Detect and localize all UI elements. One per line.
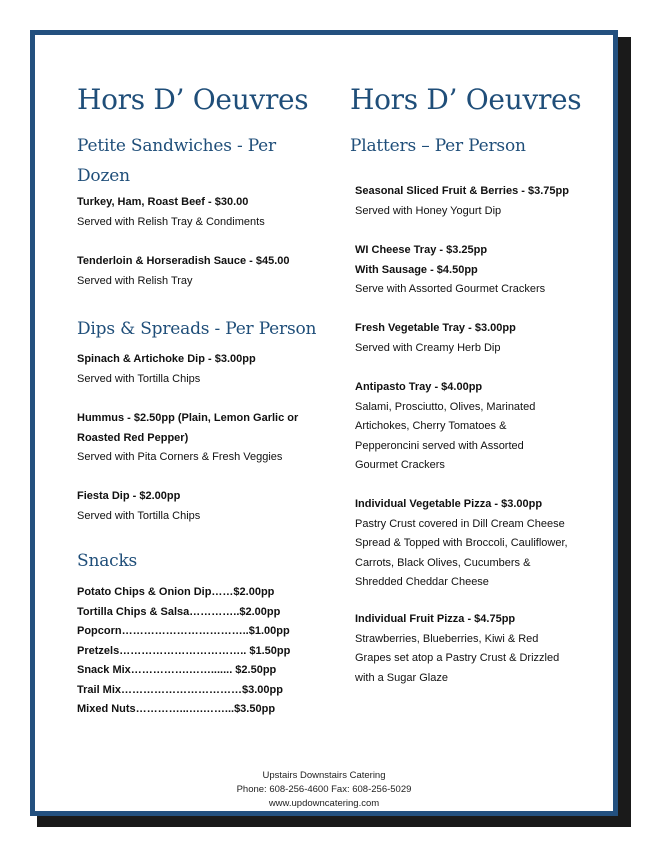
item-description: Pastry Crust covered in Dill Cream Cheese Spread & Topped with Broccoli, Cauliflower, Carrots, Black Olives, Cucumbers & Shredded Cheddar Cheese — [355, 517, 568, 588]
item-description: Served with Tortilla Chips — [77, 372, 201, 385]
item-description: Served with Pita Corners & Fresh Veggies — [77, 451, 283, 463]
item-name: Individual Fruit Pizza - $4.75pp — [355, 613, 516, 625]
item-name: Tenderloin & Horseradish Sauce - $45.00 — [77, 255, 290, 267]
menu-item — [355, 319, 605, 358]
item-name-secondary: With Sausage - $4.50pp — [355, 263, 478, 276]
item-description: Served with Relish Tray — [77, 274, 193, 287]
item-name: Seasonal Sliced Fruit & Berries - $3.75pp — [355, 185, 569, 197]
menu-item — [77, 350, 347, 389]
left-page-title: Hors D’ Oeuvres — [77, 83, 309, 116]
item-description: Strawberries, Blueberries, Kiwi & Red Grapes set atop a Pastry Crust & Drizzled with a Sugar Glaze — [355, 632, 560, 684]
item-description: Serve with Assorted Gourmet Crackers — [355, 283, 546, 295]
snack-row: Trail Mix……………………………$3.00pp — [77, 683, 283, 696]
item-name: WI Cheese Tray - $3.25pp — [355, 244, 488, 256]
footer-company: Upstairs Downstairs Catering — [262, 770, 386, 781]
menu-item — [355, 182, 605, 221]
sandwiches-heading: Petite Sandwiches - Per Dozen — [77, 136, 276, 186]
item-name: Turkey, Ham, Roast Beef - $30.00 — [77, 196, 249, 208]
snack-row: Snack Mix…………….……....... $2.50pp — [77, 664, 277, 676]
dips-heading: Dips & Spreads - Per Person — [77, 319, 317, 339]
snack-row: Mixed Nuts…………...….……...$3.50pp — [77, 703, 276, 715]
item-description: Served with Relish Tray & Condiments — [77, 215, 265, 228]
item-description: Served with Tortilla Chips — [77, 509, 201, 522]
menu-item — [355, 241, 605, 300]
menu-page — [30, 30, 618, 816]
menu-item — [77, 193, 347, 232]
item-description: Served with Honey Yogurt Dip — [355, 204, 502, 217]
menu-item — [355, 610, 575, 688]
menu-item — [355, 378, 560, 476]
item-description: Salami, Prosciutto, Olives, Marinated Artichokes, Cherry Tomatoes & Pepperoncini served with Assorted Gourmet Crackers — [355, 400, 536, 471]
menu-item — [77, 409, 312, 468]
snack-row: Potato Chips & Onion Dip……$2.00pp — [77, 586, 275, 598]
item-name: Fiesta Dip - $2.00pp — [77, 490, 181, 502]
snack-row: Tortilla Chips & Salsa…………..$2.00pp — [77, 605, 281, 618]
snacks-heading: Snacks — [77, 551, 138, 571]
platters-heading: Platters – Per Person — [350, 136, 526, 156]
item-description: Served with Creamy Herb Dip — [355, 341, 501, 354]
item-name: Antipasto Tray - $4.00pp — [355, 381, 483, 393]
item-name: Individual Vegetable Pizza - $3.00pp — [355, 498, 543, 510]
item-name: Spinach & Artichoke Dip - $3.00pp — [77, 353, 256, 365]
menu-item — [77, 252, 347, 291]
menu-item — [77, 487, 347, 526]
item-name: Hummus - $2.50pp (Plain, Lemon Garlic or Roasted Red Pepper) — [77, 412, 299, 444]
menu-item — [355, 495, 580, 593]
item-name: Fresh Vegetable Tray - $3.00pp — [355, 322, 516, 334]
footer — [35, 769, 613, 811]
snack-row: Popcorn……………………………..$1.00pp — [77, 625, 290, 637]
footer-website: www.updowncatering.com — [268, 798, 380, 809]
right-page-title: Hors D’ Oeuvres — [350, 83, 582, 116]
snack-row: Pretzels…………………………….. $1.50pp — [77, 644, 291, 657]
footer-contact: Phone: 608-256-4600 Fax: 608-256-5029 — [236, 784, 412, 795]
